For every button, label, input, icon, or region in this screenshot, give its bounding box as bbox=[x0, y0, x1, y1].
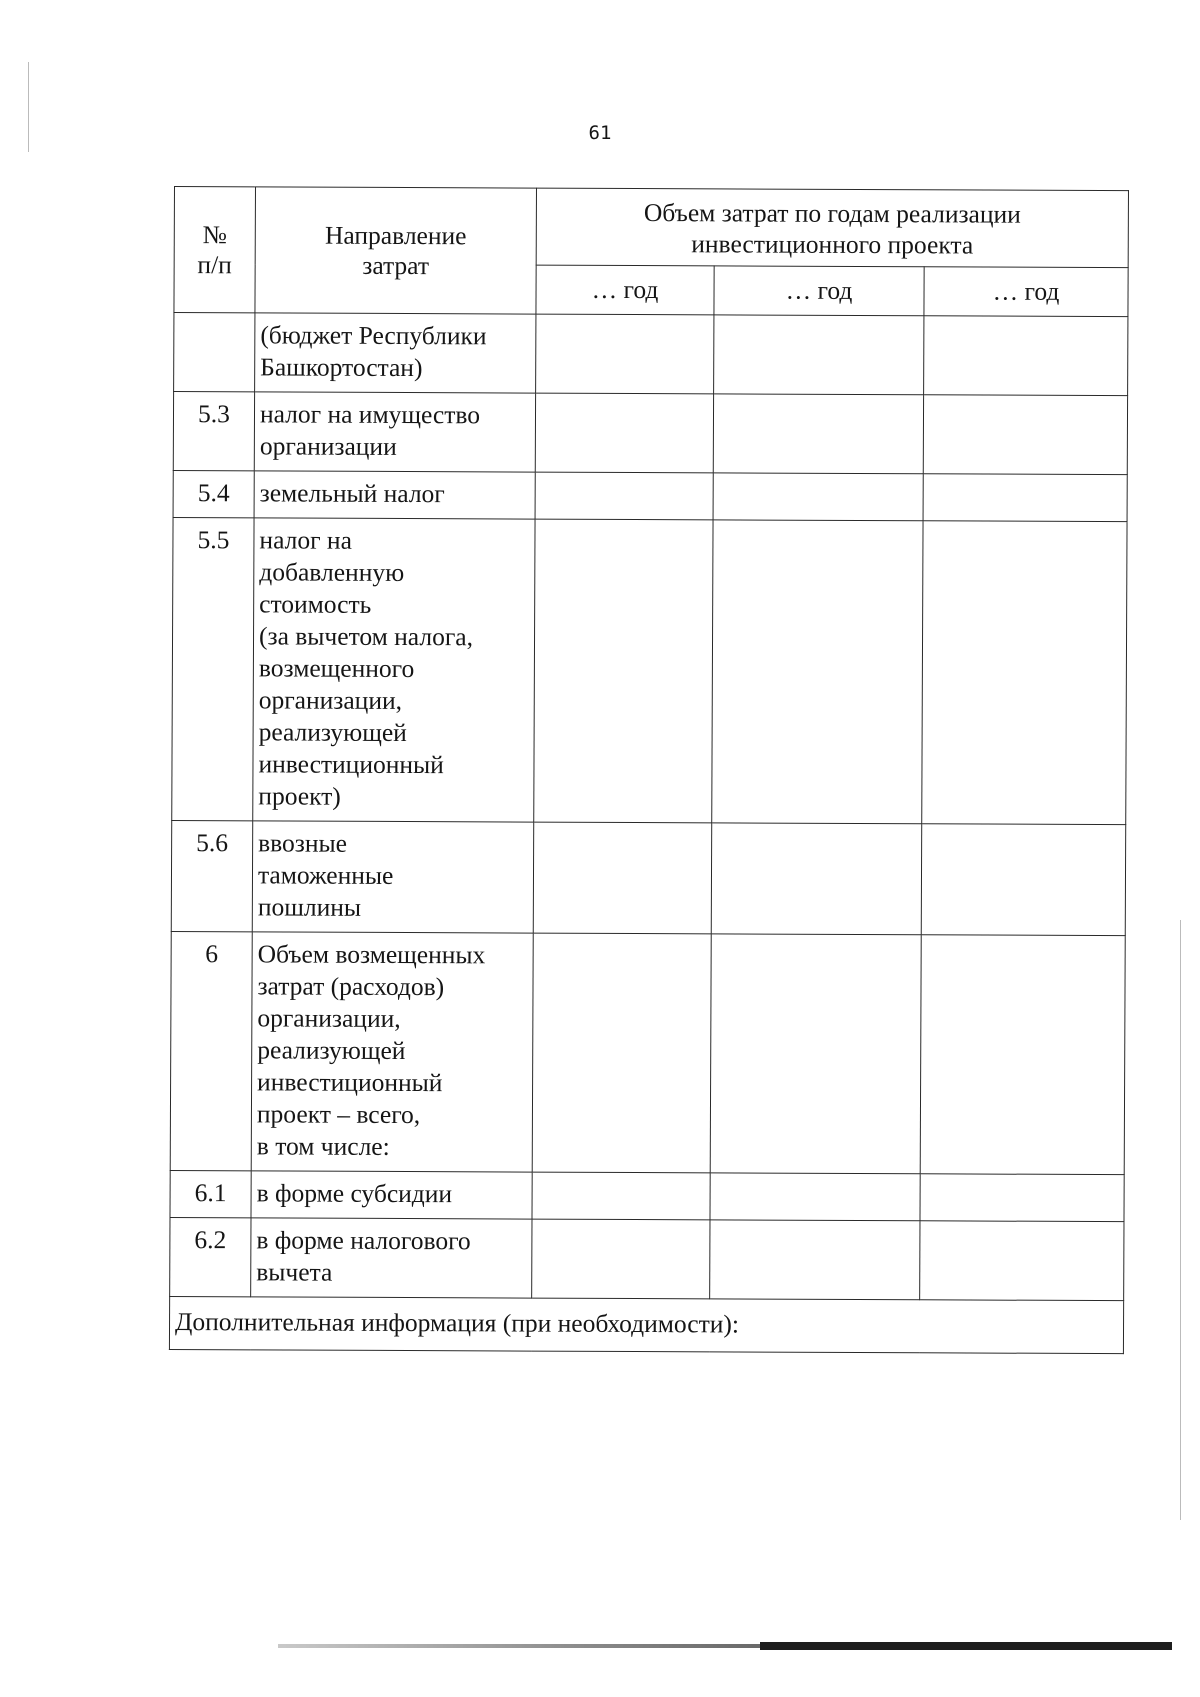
year-3-cell bbox=[920, 1174, 1124, 1222]
year-3-cell bbox=[924, 316, 1128, 396]
row-direction: в форме налогового вычета bbox=[251, 1218, 532, 1298]
table-row bbox=[172, 517, 1127, 824]
year-3-cell bbox=[920, 1221, 1124, 1301]
row-number: 6.2 bbox=[170, 1217, 251, 1296]
header-year-3: … год bbox=[924, 267, 1128, 317]
header-number: № п/п bbox=[174, 187, 256, 313]
year-1-cell bbox=[535, 393, 713, 473]
row-number: 5.5 bbox=[172, 517, 254, 820]
row-direction: Объем возмещенных затрат (расходов) организации, реализующей инвестиционный проект – всего, в том числе: bbox=[251, 932, 533, 1172]
table-row bbox=[173, 470, 1127, 521]
header-year-1: … год bbox=[536, 265, 714, 315]
year-2-cell bbox=[710, 934, 921, 1174]
bottom-rule-thick bbox=[760, 1642, 1172, 1650]
table-row bbox=[173, 392, 1127, 475]
year-1-cell bbox=[536, 314, 714, 394]
table-row bbox=[170, 1217, 1124, 1300]
row-number: 5.3 bbox=[173, 392, 254, 471]
header-years-group: Объем затрат по годам реализации инвестиционного проекта bbox=[536, 188, 1128, 268]
year-1-cell bbox=[535, 472, 713, 520]
year-3-cell bbox=[922, 521, 1127, 825]
year-2-cell bbox=[713, 473, 923, 521]
year-2-cell bbox=[714, 315, 924, 395]
scan-margin-line-right bbox=[1180, 920, 1181, 1520]
row-number: 6.1 bbox=[170, 1170, 251, 1217]
table-row bbox=[174, 313, 1128, 396]
row-number bbox=[174, 313, 255, 392]
year-3-cell bbox=[921, 824, 1125, 936]
year-1-cell bbox=[532, 1172, 710, 1220]
year-2-cell bbox=[710, 1173, 920, 1221]
page-number: 61 bbox=[588, 122, 612, 144]
cost-table bbox=[169, 186, 1129, 1354]
row-direction: земельный налог bbox=[254, 471, 535, 519]
year-3-cell bbox=[920, 935, 1125, 1175]
row-direction: налог на имущество организации bbox=[254, 392, 535, 472]
year-1-cell bbox=[532, 933, 711, 1173]
year-2-cell bbox=[710, 1220, 920, 1300]
year-2-cell bbox=[713, 394, 923, 474]
row-number: 5.6 bbox=[171, 820, 252, 931]
additional-info-row bbox=[169, 1296, 1123, 1353]
table-header-row bbox=[174, 187, 1128, 268]
year-3-cell bbox=[923, 395, 1127, 475]
year-1-cell bbox=[532, 1219, 710, 1299]
year-1-cell bbox=[533, 822, 711, 934]
header-year-2: … год bbox=[714, 266, 924, 316]
header-direction: Направление затрат bbox=[255, 187, 537, 314]
table-row bbox=[170, 931, 1125, 1174]
row-direction: налог на добавленную стоимость (за вычетом налога, возмещенного организации, реализующей инвестиционный проект) bbox=[253, 518, 535, 822]
row-direction: (бюджет Республики Башкортостан) bbox=[255, 313, 536, 393]
table-row bbox=[171, 820, 1125, 935]
year-1-cell bbox=[534, 519, 713, 823]
year-2-cell bbox=[711, 823, 921, 935]
row-direction: ввозные таможенные пошлины bbox=[252, 821, 533, 933]
year-3-cell bbox=[923, 474, 1127, 522]
table-row bbox=[170, 1170, 1124, 1221]
row-direction: в форме субсидии bbox=[251, 1171, 532, 1219]
additional-info-text: Дополнительная информация (при необходимости): bbox=[169, 1296, 1123, 1353]
row-number: 5.4 bbox=[173, 470, 254, 517]
cost-table-container bbox=[169, 186, 1128, 1354]
row-number: 6 bbox=[170, 931, 252, 1170]
year-2-cell bbox=[712, 520, 923, 824]
